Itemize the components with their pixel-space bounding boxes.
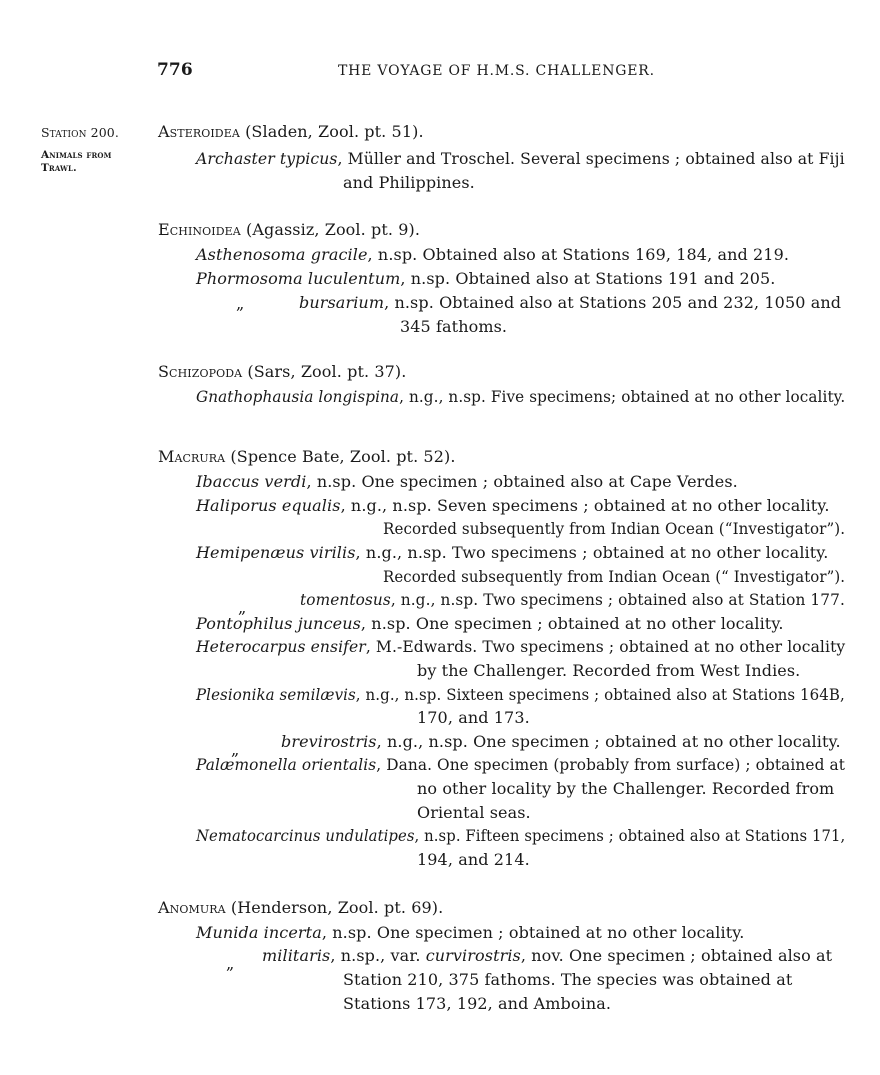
- species-name: tomentosus: [300, 590, 391, 609]
- species-note: , n.g., n.sp. Seven specimens ; obtained at no other locality.: [340, 496, 830, 515]
- species-entry: [196, 496, 830, 516]
- species-note-cont: and Philippines.: [343, 173, 475, 192]
- species-name: Ibaccus verdi: [196, 472, 307, 491]
- group-name: Schizopoda: [158, 362, 243, 381]
- species-entry: [281, 732, 841, 752]
- species-name: Haliporus equalis: [196, 496, 341, 515]
- species-note: , n.g., n.sp. Sixteen specimens ; obtained also at Stations 164B,: [355, 685, 845, 704]
- species-note: , n.sp. Obtained also at Stations 205 and 232, 1050 and: [384, 293, 842, 312]
- species-entry: [196, 269, 776, 289]
- species-note: , n.sp. Obtained also at Stations 191 and 205.: [400, 269, 776, 288]
- species-name: Heterocarpus ensifer: [196, 637, 366, 656]
- species-note-cont: Recorded subsequently from Indian Ocean (“Investigator”).: [383, 519, 846, 538]
- species-note-cont: no other locality by the Challenger. Recorded from: [417, 779, 835, 798]
- species-note: , n.sp. One specimen ; obtained also at Cape Verdes.: [306, 472, 738, 491]
- group-reference: (Sladen, Zool. pt. 51).: [239, 122, 424, 141]
- species-note-cont: Station 210, 375 fathoms. The species was obtained at: [343, 970, 793, 989]
- group-name: Anomura: [158, 898, 226, 917]
- species-name: Archaster typicus: [196, 149, 338, 168]
- species-name: Pontophilus junceus: [196, 614, 361, 633]
- species-entry: [196, 387, 845, 407]
- group-reference: (Sars, Zool. pt. 37).: [242, 362, 407, 381]
- section-heading: [158, 362, 406, 382]
- species-note: , n.sp. One specimen ; obtained at no other locality.: [360, 614, 784, 633]
- species-note: , n.g., n.sp. One specimen ; obtained at no other locality.: [376, 732, 841, 751]
- species-entry: [196, 472, 738, 492]
- species-note-cont: 194, and 214.: [417, 850, 530, 869]
- species-note: , n.sp. One specimen ; obtained at no other locality.: [321, 923, 745, 942]
- variety-name: curvirostris: [425, 946, 521, 965]
- species-note: , M.-Edwards. Two specimens ; obtained at no other locality: [365, 637, 846, 656]
- ditto-mark: „: [226, 954, 235, 973]
- species-note: , n.g., n.sp. Two specimens ; obtained also at Station 177.: [390, 590, 845, 609]
- species-name: Palæmonella orientalis: [196, 755, 377, 774]
- species-entry: [196, 245, 789, 265]
- ditto-mark: „: [236, 294, 245, 313]
- section-heading: [158, 220, 420, 240]
- species-note: , n.sp. Obtained also at Stations 169, 184, and 219.: [367, 245, 790, 264]
- species-note: , n.g., n.sp. Five specimens; obtained at no other locality.: [399, 387, 846, 406]
- species-name: Hemipenæus virilis: [196, 543, 356, 562]
- species-entry: [300, 590, 845, 610]
- species-note: , Dana. One specimen (probably from surface) ; obtained at: [376, 755, 845, 774]
- species-name: Asthenosoma gracile: [196, 245, 368, 264]
- sidenote-station: Station 200.: [41, 125, 119, 140]
- running-title: THE VOYAGE OF H.M.S. CHALLENGER.: [338, 63, 655, 79]
- species-note-cont: 170, and 173.: [417, 708, 530, 727]
- species-name: militaris: [262, 946, 331, 965]
- species-note: , nov. One specimen ; obtained also at: [520, 946, 833, 965]
- species-name: bursarium: [299, 293, 385, 312]
- species-note-cont: Recorded subsequently from Indian Ocean (“ Investigator”).: [383, 567, 846, 586]
- ditto-mark: „: [238, 598, 247, 617]
- section-heading: [158, 447, 456, 467]
- species-name: Nematocarcinus undulatipes: [196, 826, 415, 845]
- group-name: Echinoidea: [158, 220, 241, 239]
- species-note-cont: Oriental seas.: [417, 803, 531, 822]
- group-reference: (Spence Bate, Zool. pt. 52).: [225, 447, 456, 466]
- group-name: Asteroidea: [158, 122, 240, 141]
- species-entry: [196, 826, 845, 846]
- section-heading: [158, 898, 443, 918]
- species-entry: [196, 923, 744, 943]
- group-reference: (Henderson, Zool. pt. 69).: [225, 898, 444, 917]
- page-number: 776: [157, 60, 193, 80]
- section-heading: [158, 122, 424, 142]
- sidenote-animals-line1: Animals from: [41, 149, 112, 161]
- species-entry: [196, 614, 784, 634]
- species-note-cont: Stations 173, 192, and Amboina.: [343, 994, 612, 1013]
- species-entry: [196, 543, 828, 563]
- species-name: Plesionika semilævis: [196, 685, 356, 704]
- species-note: , n.sp., var.: [330, 946, 426, 965]
- species-entry: [196, 685, 845, 705]
- sidenote-animals-line2: Trawl.: [41, 162, 77, 174]
- species-entry: [196, 149, 845, 169]
- species-name: Gnathophausia longispina: [196, 387, 400, 406]
- species-note: , Müller and Troschel. Several specimens ; obtained also at Fiji: [337, 149, 845, 168]
- group-name: Macrura: [158, 447, 226, 466]
- group-reference: (Agassiz, Zool. pt. 9).: [240, 220, 421, 239]
- species-note-cont: by the Challenger. Recorded from West Indies.: [417, 661, 801, 680]
- species-name: Phormosoma luculentum: [196, 269, 401, 288]
- species-entry: [196, 755, 845, 775]
- species-entry: [299, 293, 841, 313]
- species-name: Munida incerta: [196, 923, 322, 942]
- species-entry: [196, 637, 845, 657]
- ditto-mark: „: [231, 740, 240, 759]
- species-note: , n.sp. Fifteen specimens ; obtained also at Stations 171,: [414, 826, 846, 845]
- species-entry: [262, 946, 832, 966]
- species-note: , n.g., n.sp. Two specimens ; obtained at no other locality.: [355, 543, 829, 562]
- species-note-cont: 345 fathoms.: [400, 317, 508, 336]
- species-name: brevirostris: [281, 732, 377, 751]
